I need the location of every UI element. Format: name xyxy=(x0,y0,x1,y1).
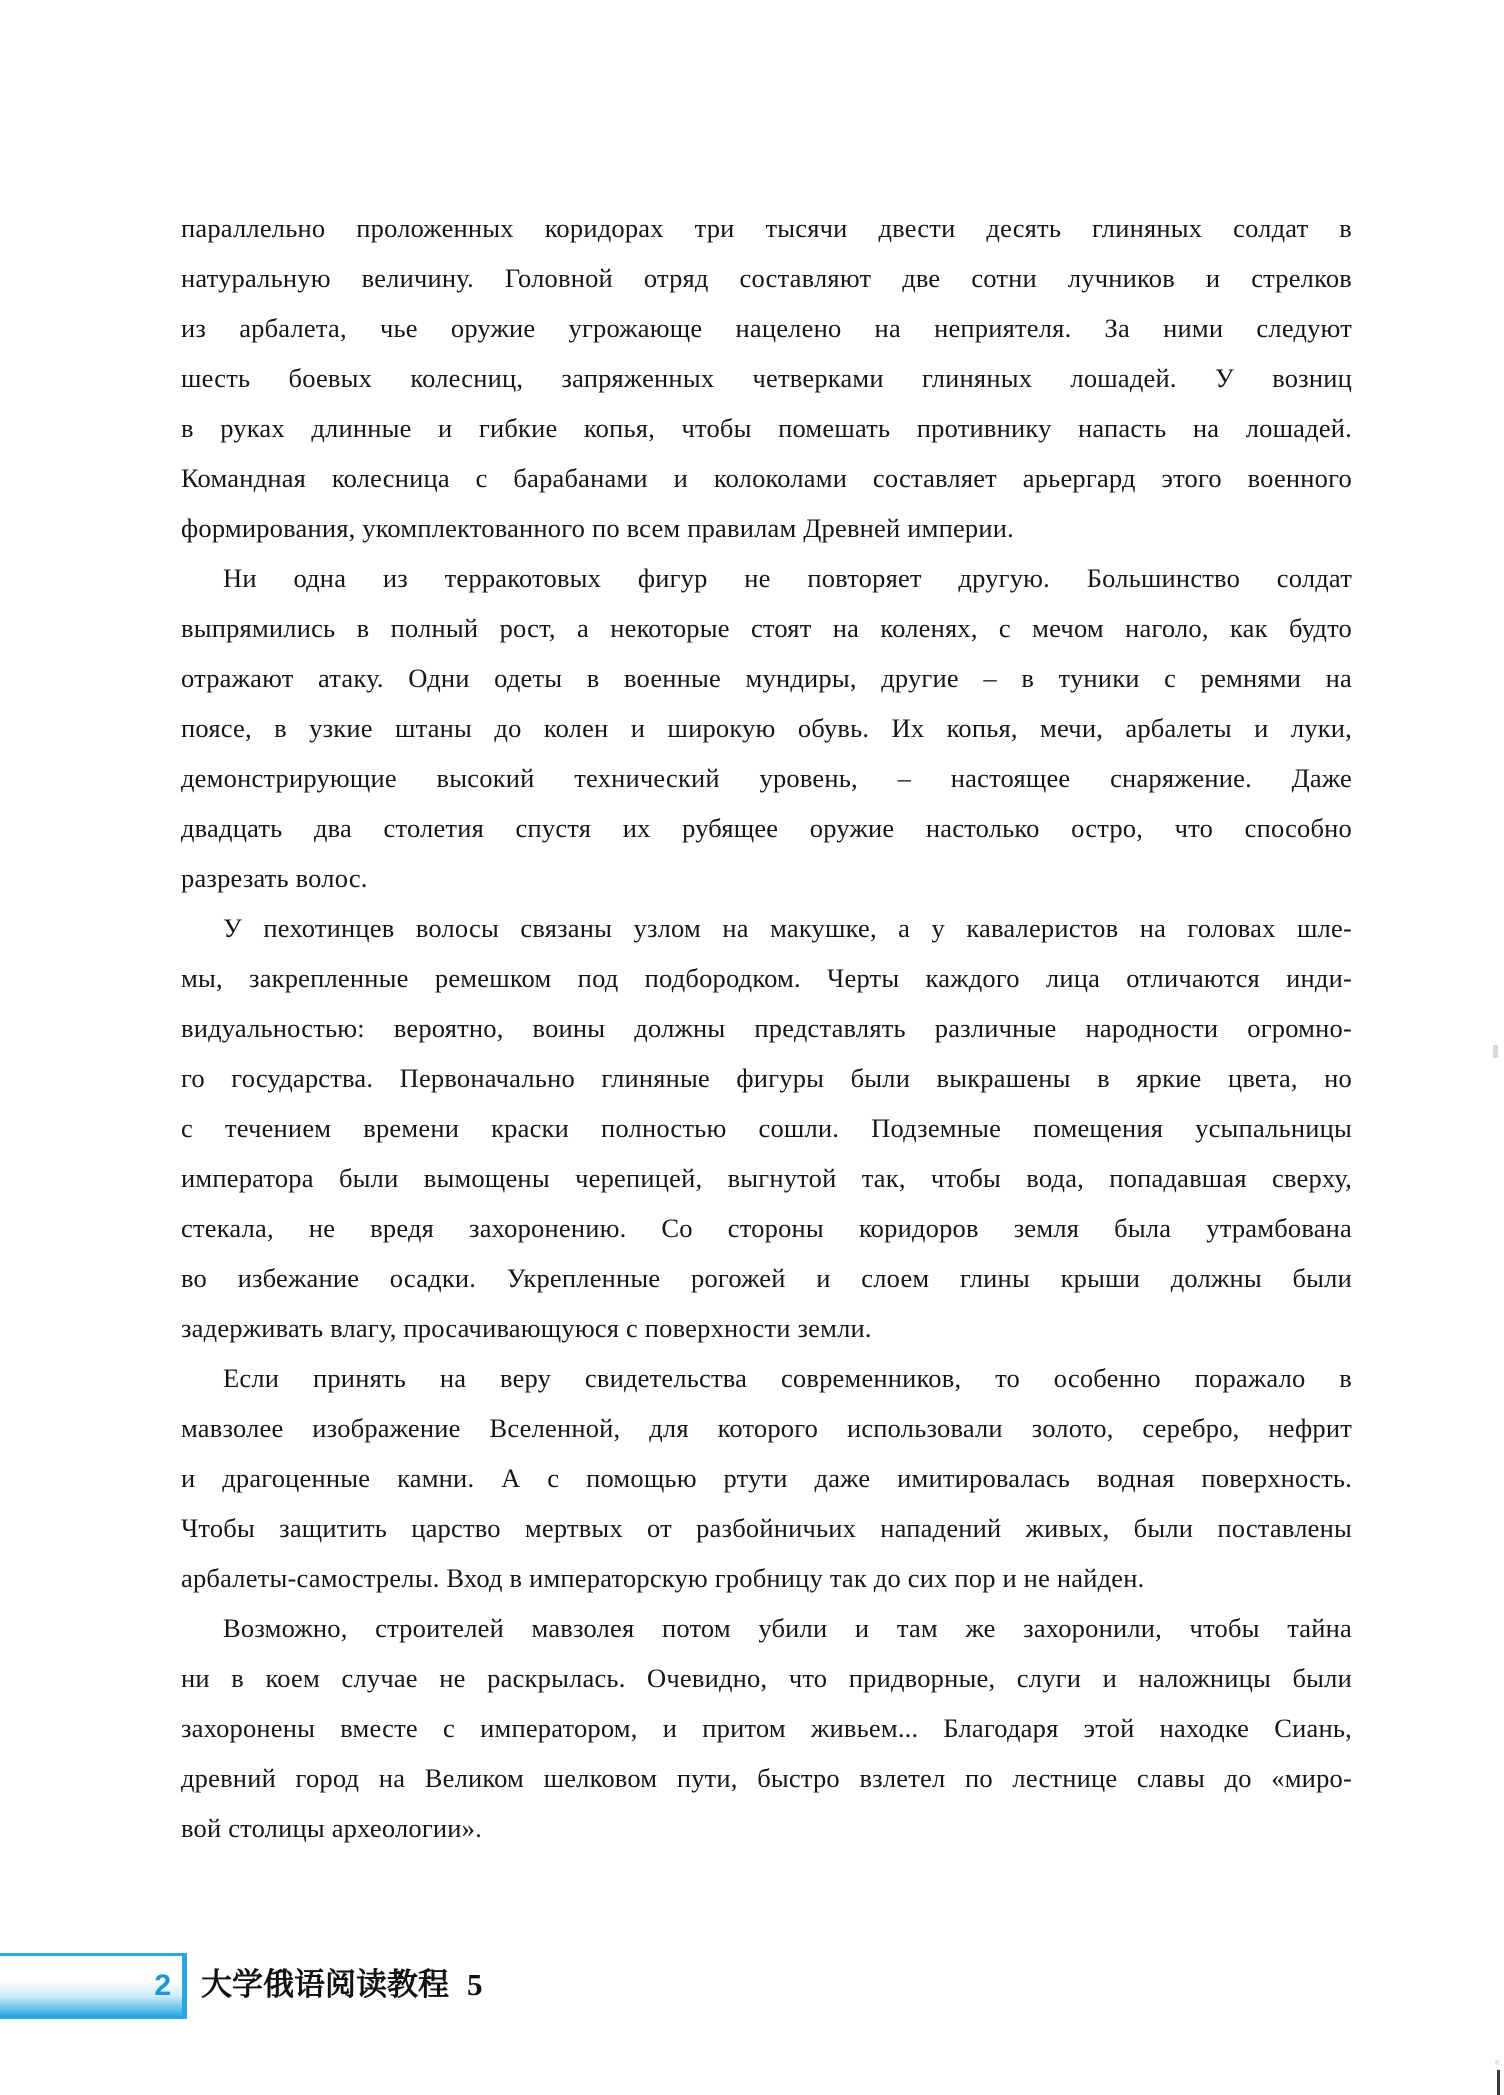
body-text xyxy=(181,203,1352,1853)
text-line-p2-7: разрезать волос. xyxy=(181,863,368,893)
text-line-p3-9: задерживать влагу, просачивающуюся с поверхности земли. xyxy=(181,1313,872,1343)
scan-edge-speck xyxy=(1495,2060,1499,2065)
page-number: 2 xyxy=(154,1969,171,2002)
text-line-p5-4: древний город на Великом шелковом пути, быстро взлетел по лестнице славы до «миро- xyxy=(181,1763,1352,1793)
text-line-p3-8: во избежание осадки. Укрепленные рогожей и слоем глины крыши должны были xyxy=(181,1263,1352,1293)
text-line-p4-2: мавзолее изображение Вселенной, для которого использовали золото, серебро, нефрит xyxy=(181,1413,1352,1443)
text-line-p2-3: отражают атаку. Одни одеты в военные мундиры, другие – в туники с ремнями на xyxy=(181,663,1352,693)
text-line-p2-1: Ни одна из терракотовых фигур не повторяет другую. Большинство солдат xyxy=(223,563,1352,593)
text-line-p3-6: императора были вымощены черепицей, выгнутой так, чтобы вода, попадавшая сверху, xyxy=(181,1163,1352,1193)
text-line-p1-1: параллельно проложенных коридорах три тысячи двести десять глиняных солдат в xyxy=(181,213,1352,243)
text-line-p4-3: и драгоценные камни. А с помощью ртути даже имитировалась водная поверхность. xyxy=(181,1463,1352,1493)
book-title xyxy=(201,1953,483,2019)
text-line-p2-4: поясе, в узкие штаны до колен и широкую обувь. Их копья, мечи, арбалеты и луки, xyxy=(181,713,1352,743)
text-line-p4-1: Если принять на веру свидетельства современников, то особенно поражало в xyxy=(223,1363,1352,1393)
text-line-p1-7: формирования, укомплектованного по всем правилам Древней империи. xyxy=(181,513,1014,543)
text-line-p2-6: двадцать два столетия спустя их рубящее оружие настолько остро, что способно xyxy=(181,813,1352,843)
text-line-p1-2: натуральную величину. Головной отряд составляют две сотни лучников и стрелков xyxy=(181,263,1352,293)
text-line-p2-2: выпрямились в полный рост, а некоторые стоят на коленях, с мечом наголо, как будто xyxy=(181,613,1352,643)
text-line-p2-5: демонстрирующие высокий технический уровень, – настоящее снаряжение. Даже xyxy=(181,763,1352,793)
text-line-p3-4: го государства. Первоначально глиняные фигуры были выкрашены в яркие цвета, но xyxy=(181,1063,1352,1093)
text-line-p1-5: в руках длинные и гибкие копья, чтобы помешать противнику напасть на лошадей. xyxy=(181,413,1352,443)
text-line-p4-4: Чтобы защитить царство мертвых от разбойничьих нападений живых, были поставлены xyxy=(181,1513,1352,1543)
text-line-p1-4: шесть боевых колесниц, запряженных четверками глиняных лошадей. У возниц xyxy=(181,363,1352,393)
text-line-p3-5: с течением времени краски полностью сошли. Подземные помещения усыпальницы xyxy=(181,1113,1352,1143)
scan-edge-line xyxy=(1497,2070,1500,2095)
page-number-box xyxy=(0,1953,187,2019)
text-line-p3-2: мы, закрепленные ремешком под подбородком. Черты каждого лица отличаются инди- xyxy=(181,963,1352,993)
text-line-p5-3: захоронены вместе с императором, и притом живьем... Благодаря этой находке Сиань, xyxy=(181,1713,1352,1743)
text-line-p4-5: арбалеты-самострелы. Вход в императорскую гробницу так до сих пор и не найден. xyxy=(181,1563,1145,1593)
volume-number: 5 xyxy=(467,1967,483,2002)
text-line-p5-5: вой столицы археологии». xyxy=(181,1813,482,1843)
text-line-p3-7: стекала, не вредя захоронению. Со стороны коридоров земля была утрамбована xyxy=(181,1213,1352,1243)
scan-edge-tick xyxy=(1493,1045,1498,1058)
text-line-p5-1: Возможно, строителей мавзолея потом убили и там же захоронили, чтобы тайна xyxy=(223,1613,1352,1643)
text-line-p5-2: ни в коем случае не раскрылась. Очевидно, что придворные, слуги и наложницы были xyxy=(181,1663,1352,1693)
text-line-p3-1: У пехотинцев волосы связаны узлом на макушке, а у кавалеристов на головах шле- xyxy=(223,913,1352,943)
book-title-text: 大学俄语阅读教程 xyxy=(201,1967,449,2002)
text-line-p3-3: видуальностью: вероятно, воины должны представлять различные народности огромно- xyxy=(181,1013,1352,1043)
text-line-p1-3: из арбалета, чье оружие угрожающе нацелено на неприятеля. За ними следуют xyxy=(181,313,1352,343)
text-line-p1-6: Командная колесница с барабанами и колоколами составляет арьергард этого военного xyxy=(181,463,1352,493)
